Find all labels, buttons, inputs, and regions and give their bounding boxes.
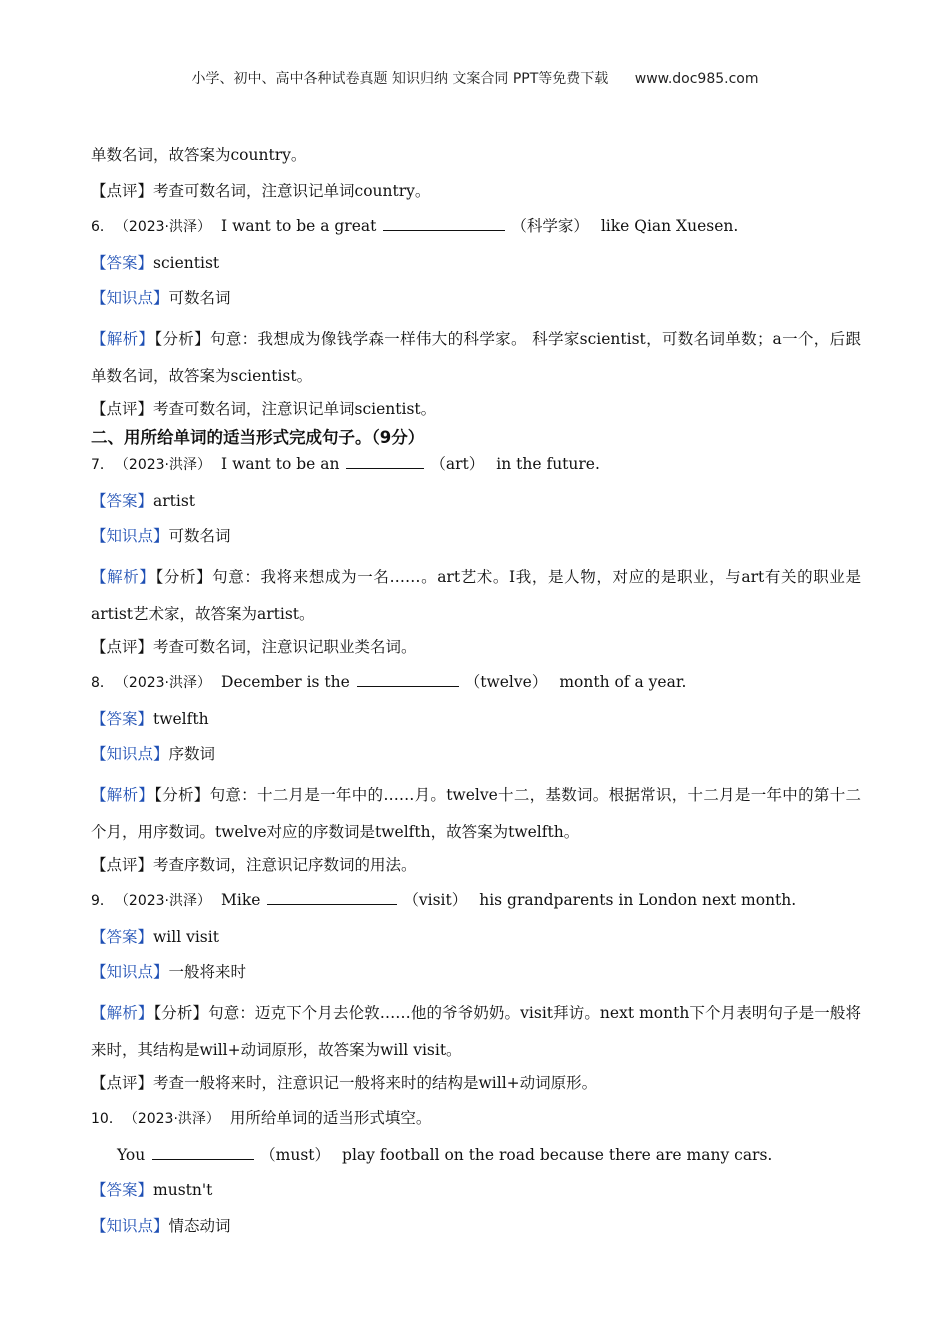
- comment-line: 【点评】考查一般将来时，注意识记一般将来时的结构是will+动词原形。: [91, 1073, 598, 1092]
- answer-blank: [346, 451, 424, 469]
- answer-blank: [267, 887, 397, 905]
- comment-line: 【点评】考查可数名词，注意识记职业类名词。: [91, 637, 417, 656]
- answer-line: 【答案】scientist: [91, 253, 220, 272]
- knowledge-line: 【知识点】情态动词: [91, 1216, 231, 1235]
- question-10: 10． （2023·洪泽） 用所给单词的适当形式填空。: [91, 1109, 432, 1127]
- answer-line: 【答案】artist: [91, 491, 196, 510]
- knowledge-line: 【知识点】一般将来时: [91, 963, 247, 981]
- knowledge-line: 【知识点】序数词: [91, 745, 216, 763]
- answer-blank: [383, 213, 505, 231]
- analysis-line: 【解析】【分析】句意：我将来想成为一名……。art艺术。I我，是人物，对应的是职业，与art有关的职业是artist艺术家，故答案为artist。: [91, 567, 861, 623]
- question-7: 7． （2023·洪泽） I want to be an （art） in the future.: [91, 451, 861, 478]
- answer-line: 【答案】will visit: [91, 927, 219, 946]
- answer-line: 【答案】twelfth: [91, 709, 209, 728]
- comment-line: 【点评】考查可数名词，注意识记单词scientist。: [91, 399, 437, 418]
- header-site-link[interactable]: www.doc985.com: [634, 71, 759, 87]
- answer-blank: [152, 1142, 254, 1160]
- knowledge-line: 【知识点】可数名词: [91, 527, 231, 545]
- question-10-sentence: You （must） play football on the road because there are many cars.: [91, 1142, 861, 1168]
- answer-blank: [357, 669, 459, 687]
- question-9: 9． （2023·洪泽） Mike （visit） his grandparents in London next month.: [91, 887, 861, 914]
- header-text: 小学、初中、高中各种试卷真题 知识归纳 文案合同 PPT等免费下载: [191, 71, 609, 87]
- analysis-line: 【解析】【分析】句意：迈克下个月去伦敦……他的爷爷奶奶。visit拜访。next month下个月表明句子是一般将来时，其结构是will+动词原形，故答案为will visit。: [91, 1003, 861, 1059]
- continued-text: 单数名词，故答案为country。: [91, 146, 307, 164]
- question-8: 8． （2023·洪泽） December is the （twelve） month of a year.: [91, 669, 861, 696]
- analysis-line: 【解析】【分析】句意：我想成为像钱学森一样伟大的科学家。 科学家scientist，可数名词单数；a一个，后跟单数名词，故答案为scientist。: [91, 329, 861, 385]
- question-6: 6． （2023·洪泽） I want to be a great （科学家） like Qian Xuesen.: [91, 213, 861, 240]
- comment-line: 【点评】考查可数名词，注意识记单词country。: [91, 181, 431, 200]
- knowledge-line: 【知识点】可数名词: [91, 289, 231, 307]
- answer-line: 【答案】mustn't: [91, 1181, 213, 1199]
- section-title: 二、用所给单词的适当形式完成句子。（9分）: [91, 428, 425, 447]
- page-header: [0, 68, 950, 88]
- comment-line: 【点评】考查序数词，注意识记序数词的用法。: [91, 855, 417, 874]
- document-body: [91, 142, 861, 1248]
- analysis-line: 【解析】【分析】句意：十二月是一年中的……月。twelve十二，基数词。根据常识，十二月是一年中的第十二个月，用序数词。twelve对应的序数词是twelfth，故答案为twelfth。: [91, 785, 861, 841]
